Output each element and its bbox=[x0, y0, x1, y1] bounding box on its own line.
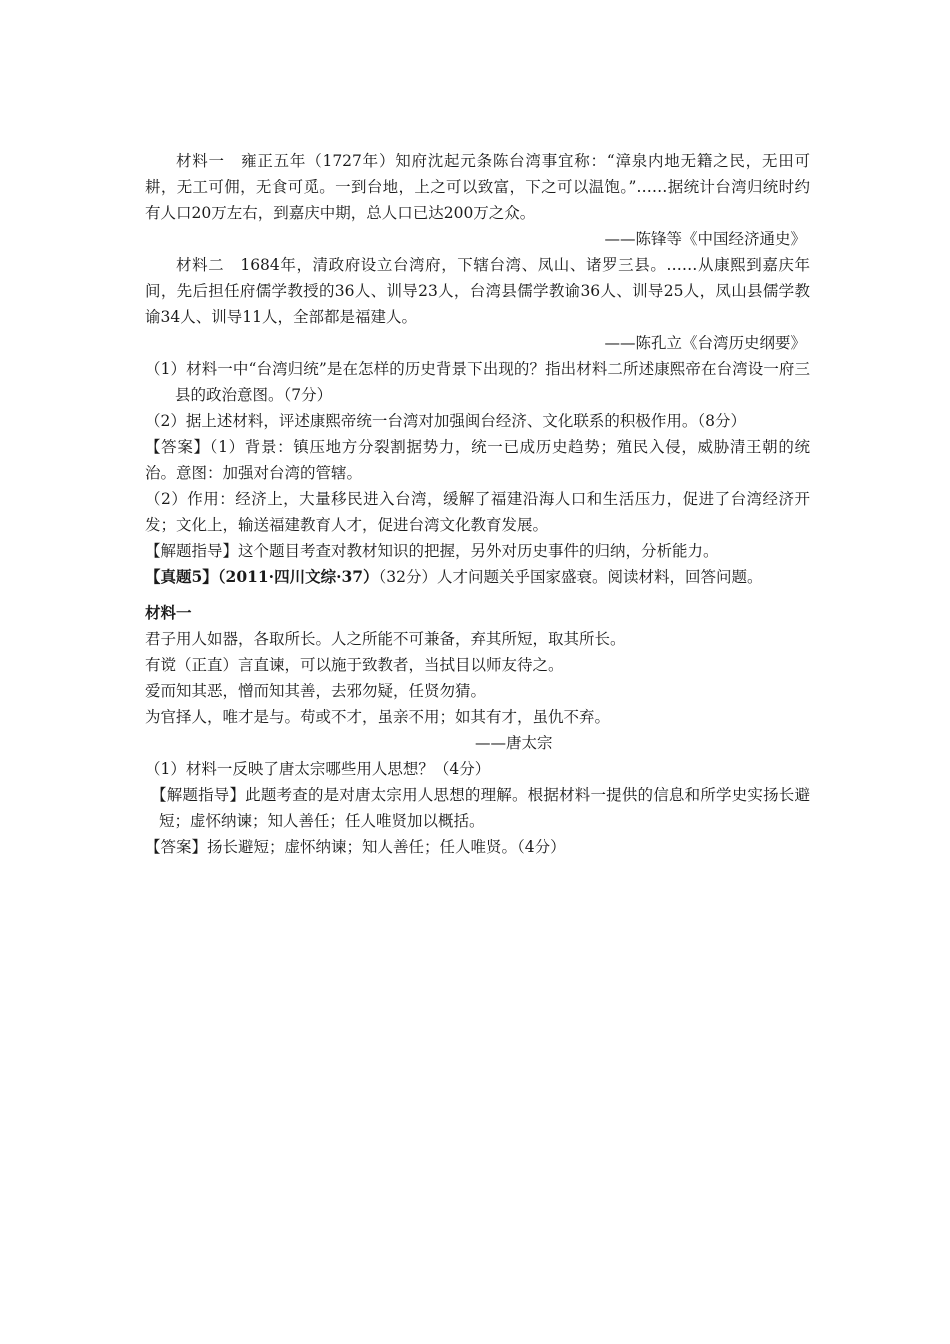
quote-line: 有谠（正直）言直谏，可以施于致教者，当拭目以师友待之。 bbox=[145, 656, 564, 674]
question-3: （1）材料一反映了唐太宗哪些用人思想？（4分） bbox=[145, 760, 491, 778]
material-two-text: 材料二 1684年，清政府设立台湾府，下辖台湾、凤山、诸罗三县。……从康熙到嘉庆年间，先后担任府儒学教授的36人、训导23人，台湾县儒学教谕36人、训导25人，凤山县儒学教谕34人、训导11人，全部都是福建人。 bbox=[145, 256, 810, 326]
solution-guide: 【解题指导】这个题目考查对教材知识的把握，另外对历史事件的归纳，分析能力。 bbox=[145, 542, 719, 560]
question-2: （2）据上述材料，评述康熙帝统一台湾对加强闽台经济、文化联系的积极作用。（8分） bbox=[145, 412, 746, 430]
answer-1: 【答案】（1）背景：镇压地方分裂割据势力，统一已成历史趋势；殖民入侵，威胁清王朝的统治。意图：加强对台湾的管辖。 bbox=[145, 438, 810, 482]
material-one-text: 材料一 雍正五年（1727年）知府沈起元条陈台湾事宜称：“漳泉内地无籍之民，无田可耕，无工可佣，无食可觅。一到台地，上之可以致富，下之可以温饱。”……据统计台湾归统时约有人口20万左右，到嘉庆中期，总人口已达200万之众。 bbox=[145, 152, 810, 222]
source-citation: ——陈锋等《中国经济通史》 bbox=[604, 230, 806, 248]
exam-question-prompt: （32分）人才问题关乎国家盛衰。阅读材料，回答问题。 bbox=[378, 568, 763, 586]
quote-line: 君子用人如器，各取所长。人之所能不可兼备，弃其所短，取其所长。 bbox=[145, 630, 626, 648]
answer-3: 【答案】扬长避短；虚怀纳谏；知人善任；任人唯贤。（4分） bbox=[145, 838, 566, 856]
exam-question-title: 【真题5】（2011·四川文综·37） bbox=[145, 567, 379, 586]
source-citation: ——唐太宗 bbox=[475, 734, 553, 752]
document-body bbox=[145, 148, 810, 860]
material-title: 材料一 bbox=[145, 603, 192, 622]
quote-line: 为官择人，唯才是与。苟或不才，虽亲不用；如其有才，虽仇不弃。 bbox=[145, 708, 611, 726]
quote-line: 爱而知其恶，憎而知其善，去邪勿疑，任贤勿猜。 bbox=[145, 682, 487, 700]
source-citation: ——陈孔立《台湾历史纲要》 bbox=[604, 334, 806, 352]
answer-2: （2）作用：经济上，大量移民进入台湾，缓解了福建沿海人口和生活压力，促进了台湾经济开发；文化上，输送福建教育人才，促进台湾文化教育发展。 bbox=[145, 490, 810, 534]
solution-guide: 【解题指导】此题考查的是对唐太宗用人思想的理解。根据材料一提供的信息和所学史实扬长避短；虚怀纳谏；知人善任；任人唯贤加以概括。 bbox=[151, 786, 810, 830]
exam-question-header bbox=[145, 564, 810, 590]
question-1: （1）材料一中“台湾归统”是在怎样的历史背景下出现的？指出材料二所述康熙帝在台湾设一府三县的政治意图。（7分） bbox=[145, 360, 810, 404]
